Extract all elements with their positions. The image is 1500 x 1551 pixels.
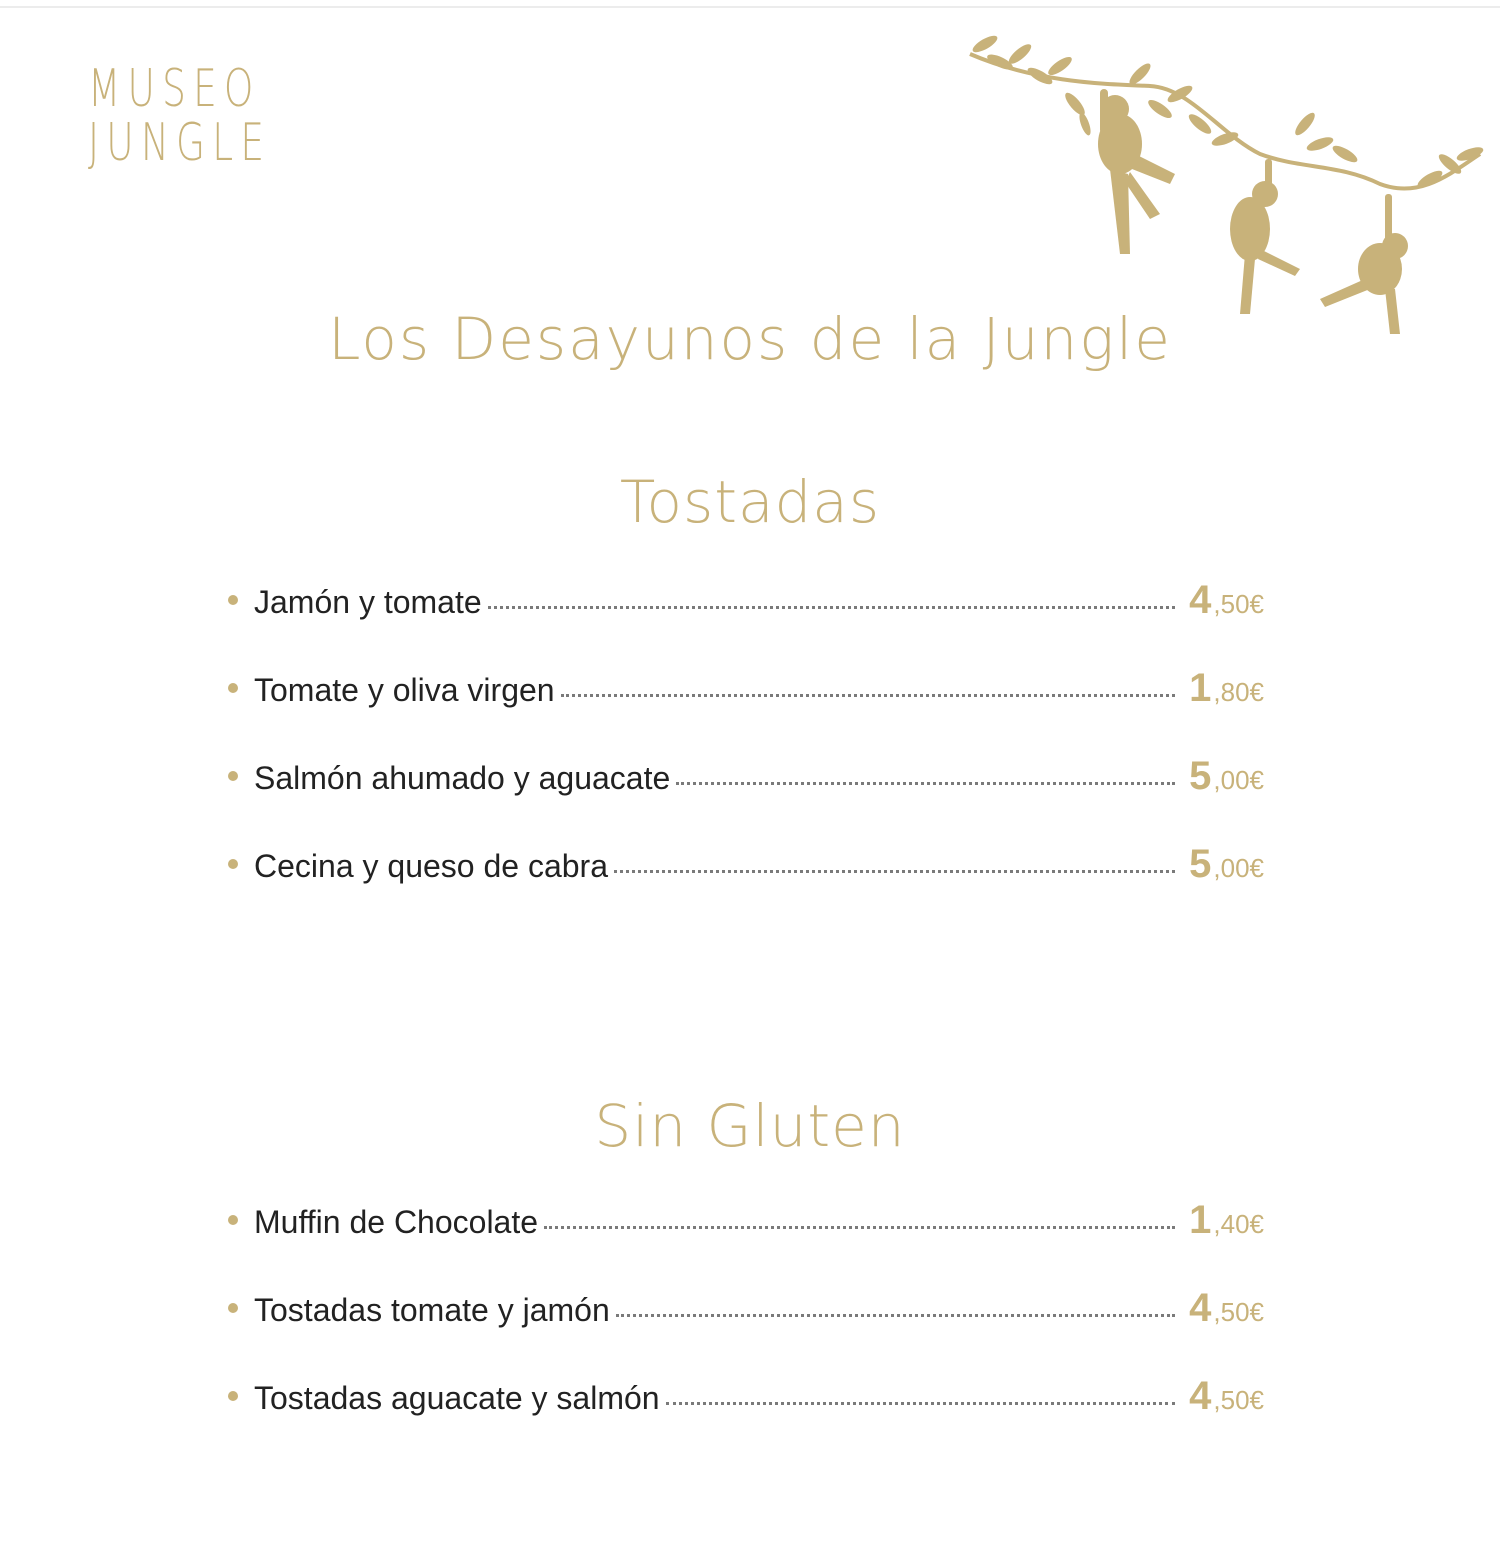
- tostadas-list: [228, 578, 1264, 930]
- bullet-dot: [228, 683, 238, 693]
- section-title-sin-gluten: Sin Gluten: [594, 1092, 906, 1160]
- item-name: Cecina y queso de cabra: [254, 848, 608, 884]
- list-item: [228, 1286, 1264, 1374]
- list-item: [228, 666, 1264, 754]
- item-price: 4,50€: [1189, 578, 1264, 622]
- item-price: 4,50€: [1189, 1374, 1264, 1418]
- list-item: [228, 1198, 1264, 1286]
- bullet-dot: [228, 859, 238, 869]
- item-name: Tostadas aguacate y salmón: [254, 1380, 660, 1416]
- list-item: [228, 842, 1264, 930]
- dot-leader: [614, 870, 1175, 873]
- item-price: 1,80€: [1189, 666, 1264, 710]
- dot-leader: [561, 694, 1176, 697]
- dot-leader: [666, 1402, 1176, 1405]
- item-price: 5,00€: [1189, 754, 1264, 798]
- item-name: Tostadas tomate y jamón: [254, 1292, 610, 1328]
- bullet-dot: [228, 1215, 238, 1225]
- item-price: 1,40€: [1189, 1198, 1264, 1242]
- dot-leader: [676, 782, 1175, 785]
- item-name: Tomate y oliva virgen: [254, 672, 555, 708]
- list-item: [228, 1374, 1264, 1462]
- item-price: 4,50€: [1189, 1286, 1264, 1330]
- bullet-dot: [228, 771, 238, 781]
- list-item: [228, 578, 1264, 666]
- top-divider: [0, 6, 1500, 8]
- item-price: 5,00€: [1189, 842, 1264, 886]
- dot-leader: [544, 1226, 1175, 1229]
- monkeys-branch-illustration: [960, 14, 1490, 344]
- dot-leader: [488, 606, 1175, 609]
- bullet-dot: [228, 595, 238, 605]
- section-title-tostadas: Tostadas: [619, 468, 881, 536]
- item-name: Muffin de Chocolate: [254, 1204, 539, 1240]
- item-name: Jamón y tomate: [254, 584, 482, 620]
- list-item: [228, 754, 1264, 842]
- item-name: Salmón ahumado y aguacate: [254, 760, 671, 796]
- sin-gluten-list: [228, 1198, 1264, 1462]
- dot-leader: [616, 1314, 1175, 1317]
- logo-line-1: MUSEO: [88, 59, 261, 119]
- bullet-dot: [228, 1303, 238, 1313]
- logo-line-2: JUNGLE: [88, 113, 272, 173]
- museo-jungle-logo: [88, 59, 272, 173]
- menu-title: Los Desayunos de la Jungle: [328, 305, 1172, 373]
- bullet-dot: [228, 1391, 238, 1401]
